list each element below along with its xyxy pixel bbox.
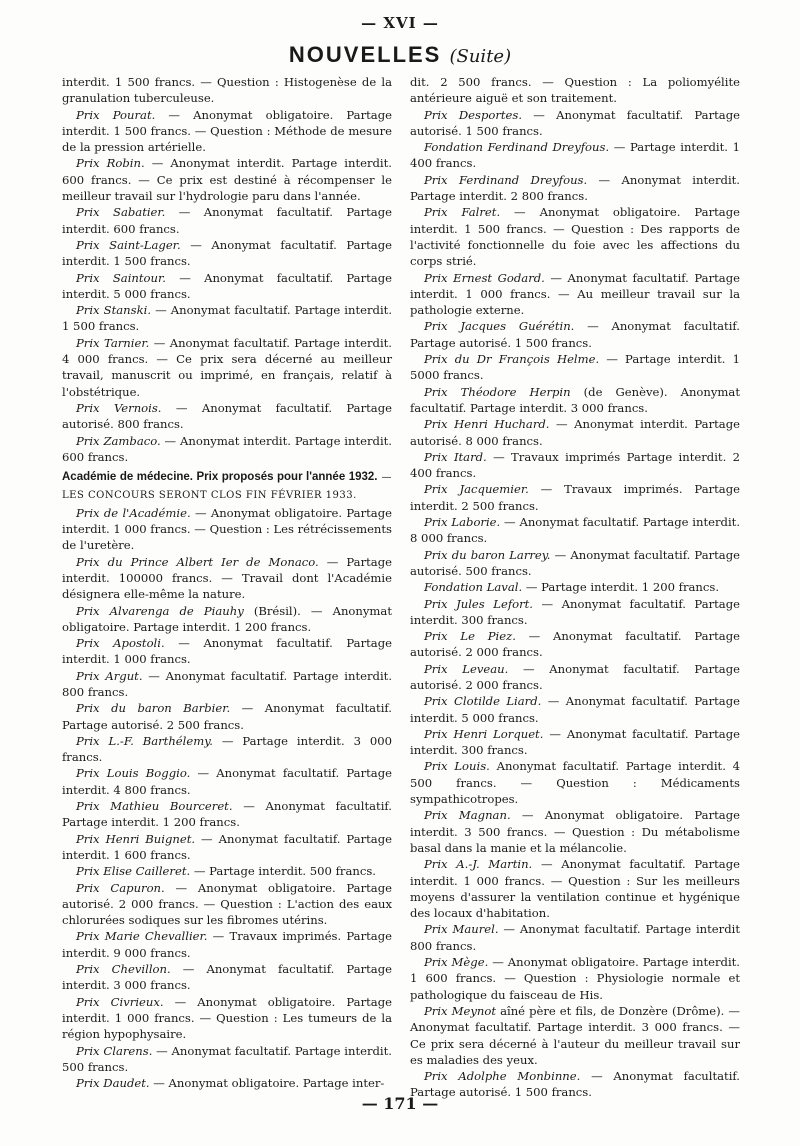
prize-name: Prix du Dr François Helme. (424, 352, 600, 367)
prize-name: Prix Capuron. (76, 880, 165, 895)
prize-details: — Anonymat facultatif. Partage interdit. 1 600 francs. (62, 831, 392, 862)
prize-name: Fondation Ferdinand Dreyfous. (424, 140, 610, 155)
prize-details: — Anonymat facultatif. Partage autorisé. 2 000 francs. (410, 661, 740, 692)
prize-name: Prix du baron Barbier. (76, 701, 231, 716)
prize-entry (410, 318, 740, 351)
prize-entry (62, 433, 392, 466)
prize-name: Prix Civrieux. (76, 994, 164, 1009)
prize-name: Prix Daudet. (76, 1076, 150, 1091)
section-heading (62, 468, 392, 505)
prize-details: — Partage interdit. 1 400 francs. (410, 140, 740, 171)
prize-entry (62, 928, 392, 961)
prize-name: Prix Desportes. (424, 107, 523, 122)
page-number: — 171 — (361, 1094, 439, 1113)
prize-details: — Anonymat facultatif. Partage interdit. 5 000 francs. (410, 694, 740, 725)
prize-details: — Anonymat facultatif. Partage interdit. 4 000 francs. — Ce prix sera décerné au meilleur travail, manuscrit ou imprimé, en français, relatif à l'obstétrique. (62, 335, 392, 399)
prize-name: Prix Leveau. (424, 661, 509, 676)
prize-entry (410, 807, 740, 856)
continued-paragraph: dit. 2 500 francs. — Question : La poliomyélite antérieure aiguë et son traitement. (410, 75, 740, 106)
prize-name: Prix du baron Larrey. (424, 547, 551, 562)
prize-entry (410, 628, 740, 661)
prize-name: Prix Stanski. (76, 303, 152, 318)
prize-details: — Partage interdit. 1 200 francs. (522, 580, 720, 595)
prize-entry (62, 505, 392, 554)
prize-entry (410, 1003, 740, 1068)
prize-entry (410, 758, 740, 807)
prize-details: — Anonymat obligatoire. Partage interdit. 1 000 francs. — Question : Les tumeurs de la région hypophysaire. (62, 994, 392, 1042)
prize-entry (410, 107, 740, 140)
prize-details: — Anonymat facultatif. Partage interdit. 500 francs. (62, 1043, 392, 1074)
prize-name: Prix Saint-Lager. (76, 237, 181, 252)
prize-name: Prix Clotilde Liard. (424, 694, 542, 709)
prize-entry (62, 880, 392, 929)
prize-details: — Anonymat interdit. Partage interdit. 600 francs. (62, 433, 392, 464)
page-title (0, 42, 800, 68)
right-column (410, 74, 740, 1101)
prize-name: Prix A.-J. Martin. (424, 857, 533, 872)
prize-name: Fondation Laval. (424, 580, 523, 595)
prize-details: — Travaux imprimés. Partage interdit. 9 000 francs. (62, 929, 392, 960)
prize-details: — Anonymat facultatif. Partage interdit. 1 000 francs. — Au meilleur travail sur la pathologie externe. (410, 270, 740, 318)
prize-name: Prix Henri Lorquet. (424, 726, 544, 741)
prize-entry (410, 172, 740, 205)
prize-entry (410, 661, 740, 694)
prize-details: — Anonymat facultatif. Partage interdit. 300 francs. (410, 726, 741, 758)
prize-details: — Travaux imprimés. Partage interdit. 2 500 francs. (410, 482, 740, 513)
prize-entry (62, 635, 392, 668)
prize-entry (410, 579, 740, 595)
prize-entry (410, 270, 740, 319)
prize-name: Prix Ernest Godard. (424, 270, 545, 285)
section-heading-note: — LES CONCOURS SERONT CLOS FIN FÉVRIER 1933. (62, 472, 393, 502)
prize-details: — Anonymat facultatif. Partage autorisé. 1 500 francs. (410, 319, 740, 350)
prize-entry (62, 400, 392, 433)
prize-name: Prix Tarnier. (76, 335, 150, 350)
prize-name: Prix Henri Huchard. (424, 417, 550, 432)
prize-entry (410, 547, 740, 580)
prize-entry (62, 863, 392, 879)
prize-details: — Anonymat facultatif. Partage interdit. 1 500 francs. (62, 303, 393, 334)
prize-entry (62, 1043, 392, 1076)
page-roman-numeral: — XVI — (361, 14, 439, 32)
prize-details: — Partage interdit. 100000 francs. — Travail dont l'Académie désignera elle-même la nature. (62, 554, 392, 602)
prize-details: — Anonymat facultatif. Partage interdit. 1 500 francs. (62, 237, 392, 269)
prize-details: — Anonymat facultatif. Partage autorisé. 500 francs. (410, 547, 741, 578)
prize-details: — Anonymat obligatoire. Partage interdit. 1 500 francs. — Question : Méthode de mesure de la pression artérielle. (62, 107, 392, 155)
prize-entry (62, 700, 392, 733)
prize-entry (410, 514, 740, 547)
prize-name: Prix Robin. (76, 156, 145, 171)
prize-entry (410, 481, 740, 514)
prize-entry (410, 856, 740, 921)
prize-details: — Anonymat facultatif. Partage interdit 800 francs. (410, 922, 740, 953)
prize-name: Prix L.-F. Barthélemy. (76, 733, 213, 748)
prize-details: — Anonymat facultatif. Partage interdit. 3 000 francs. (62, 962, 392, 993)
prize-entry (62, 335, 392, 400)
prize-details: — Anonymat facultatif. Partage autorisé. 1 500 francs. (410, 107, 740, 138)
prize-name: Prix Ferdinand Dreyfous. (424, 172, 588, 187)
prize-entry (410, 726, 740, 759)
prize-entry (62, 668, 392, 701)
prize-entry (410, 693, 740, 726)
prize-entry (62, 994, 392, 1043)
prize-name: Prix Argut. (76, 668, 143, 683)
prize-entry (62, 961, 392, 994)
prize-name: Prix Falret. (424, 205, 501, 220)
prize-entry (410, 139, 740, 172)
prize-name: Prix Le Piez. (424, 629, 516, 644)
prize-name: Prix Elise Cailleret. (76, 864, 191, 879)
prize-name: Prix Itard. (424, 449, 487, 464)
prize-entry (62, 765, 392, 798)
prize-details: — Anonymat facultatif. Partage interdit. 300 francs. (410, 596, 741, 627)
prize-entry (62, 554, 392, 603)
prize-name: Prix Alvarenga de Piauhy (76, 603, 244, 618)
prize-details: aîné père et fils, de Donzère (Drôme). — Anonymat facultatif. Partage interdit. 3 000 francs. — Ce prix sera décerné à l'auteur du meilleur travail sur es maladies des yeux. (410, 1003, 741, 1067)
prize-details: — Anonymat facultatif. Partage interdit. 5 000 francs. (62, 270, 392, 301)
prize-name: Prix Henri Buignet. (76, 831, 196, 846)
prize-details: — Travaux imprimés Partage interdit. 2 400 francs. (410, 449, 740, 481)
prize-name: Prix Chevillon. (76, 962, 171, 977)
prize-entry (410, 204, 740, 269)
prize-details: — Anonymat obligatoire. Partage autorisé. 2 000 francs. — Question : L'action des eaux chlorurées sodiques sur les fibromes utérins. (62, 880, 392, 928)
prize-details: (de Genève). Anonymat facultatif. Partage interdit. 3 000 francs. (410, 384, 740, 415)
prize-name: Prix du Prince Albert Ier de Monaco. (76, 554, 319, 569)
title-main: NOUVELLES (288, 42, 442, 67)
prize-entry (62, 831, 392, 864)
prize-entry (62, 733, 392, 766)
prize-name: Prix Louis. (424, 759, 490, 774)
prize-name: Prix Apostoli. (76, 636, 165, 651)
prize-name: Prix de l'Académie. (76, 505, 191, 520)
prize-name: Prix Jacques Guérétin. (424, 319, 575, 334)
prize-details: — Anonymat obligatoire. Partage interdit. 1 000 francs. — Question : Les rétrécissements de l'uretère. (62, 505, 393, 553)
prize-name: Prix Laborie. (424, 515, 501, 530)
prize-name: Prix Mège. (424, 955, 489, 970)
prize-details: — Anonymat facultatif. Partage interdit. 1 200 francs. (62, 799, 392, 830)
prize-name: Prix Saintour. (76, 270, 166, 285)
prize-name: Prix Magnan. (424, 808, 511, 823)
prize-details: (Brésil). — Anonymat obligatoire. Partage interdit. 1 200 francs. (62, 603, 392, 634)
prize-details: — Anonymat obligatoire. Partage interdit. 1 500 francs. — Question : Des rapports de l'activité fonctionnelle du foie avec les affections du corps strié. (410, 205, 740, 269)
prize-entry (62, 1075, 392, 1091)
prize-entry (62, 603, 392, 636)
prize-name: Prix Louis Boggio. (76, 766, 191, 781)
prize-entry (410, 596, 740, 629)
prize-details: — Anonymat facultatif. Partage interdit. 8 000 francs. (410, 515, 741, 546)
prize-name: Prix Théodore Herpin (424, 384, 571, 399)
prize-name: Prix Marie Chevallier. (76, 929, 208, 944)
prize-entry (62, 204, 392, 237)
prize-details: — Anonymat facultatif. Partage interdit. 4 800 francs. (62, 766, 392, 797)
continued-paragraph: interdit. 1 500 francs. — Question : Histogenèse de la granulation tuberculeuse. (62, 75, 392, 106)
prize-name: Prix Sabatier. (76, 205, 166, 220)
prize-details: — Anonymat facultatif. Partage interdit. 1 000 francs. (62, 636, 392, 667)
prize-entry (410, 351, 740, 384)
prize-entry (410, 954, 740, 1003)
prize-name: Prix Mathieu Bourceret. (76, 799, 233, 814)
prize-entry (62, 155, 392, 204)
prize-entry (62, 107, 392, 156)
prize-details: — Partage interdit. 500 francs. (190, 864, 376, 879)
prize-entry (62, 798, 392, 831)
prize-entry (410, 921, 740, 954)
prize-details: — Anonymat facultatif. Partage interdit. 600 francs. (62, 205, 392, 236)
prize-details: — Anonymat interdit. Partage interdit. 2 800 francs. (410, 172, 740, 204)
title-subtitle: (Suite) (449, 46, 512, 67)
prize-details: — Anonymat interdit. Partage autorisé. 8 000 francs. (410, 417, 740, 448)
prize-details: — Anonymat facultatif. Partage autorisé. 800 francs. (62, 400, 392, 432)
left-column (62, 74, 392, 1091)
prize-details: — Anonymat obligatoire. Partage inter- (149, 1076, 385, 1091)
prize-name: Prix Zambaco. (76, 433, 161, 448)
prize-details: — Anonymat facultatif. Partage autorisé. 1 500 francs. (410, 1069, 740, 1100)
prize-details: — Anonymat facultatif. Partage autorisé. 2 000 francs. (410, 629, 740, 660)
prize-entry (62, 237, 392, 270)
prize-name: Prix Pourat. (76, 107, 156, 122)
section-heading-title: Académie de médecine. Prix proposés pour l'année 1932. (62, 471, 378, 484)
prize-details: — Anonymat facultatif. Partage interdit. 1 000 francs. — Question : Sur les meilleurs moyens d'assurer la ventilation continue et hygénique des locaux d'habitation. (410, 857, 740, 921)
prize-entry (62, 270, 392, 303)
prize-name: Prix Vernois. (76, 400, 162, 415)
prize-details: — Anonymat obligatoire. Partage interdit. 3 500 francs. — Question : Du métabolisme basal dans la manie et la mélancolie. (410, 808, 740, 855)
prize-details: — Anonymat interdit. Partage interdit. 600 francs. — Ce prix est destiné à récompenser le meilleur travail sur l'hydrologie paru dans l'année. (62, 156, 392, 204)
prize-entry (62, 302, 392, 335)
prize-details: — Anonymat obligatoire. Partage interdit. 1 600 francs. — Question : Physiologie normale et pathologique du faisceau de His. (410, 955, 740, 1002)
prize-entry (410, 449, 740, 482)
prize-name: Prix Adolphe Monbinne. (424, 1069, 581, 1084)
prize-details: — Anonymat facultatif. Partage autorisé. 2 500 francs. (62, 701, 392, 732)
prize-name: Prix Clarens. (76, 1043, 153, 1058)
prize-details: — Anonymat facultatif. Partage interdit. 800 francs. (62, 668, 392, 699)
prize-name: Prix Meynot (424, 1003, 497, 1018)
prize-name: Prix Jacquemier. (424, 482, 529, 497)
prize-details: — Partage interdit. 1 5000 francs. (410, 352, 741, 383)
prize-entry (410, 416, 740, 449)
prize-entry (410, 384, 740, 417)
prize-details: Anonymat facultatif. Partage interdit. 4 500 francs. — Question : Médicaments sympathicotropes. (410, 759, 741, 807)
prize-name: Prix Maurel. (424, 922, 499, 937)
prize-details: — Partage interdit. 3 000 francs. (62, 733, 393, 765)
prize-name: Prix Jules Lefort. (424, 596, 533, 611)
